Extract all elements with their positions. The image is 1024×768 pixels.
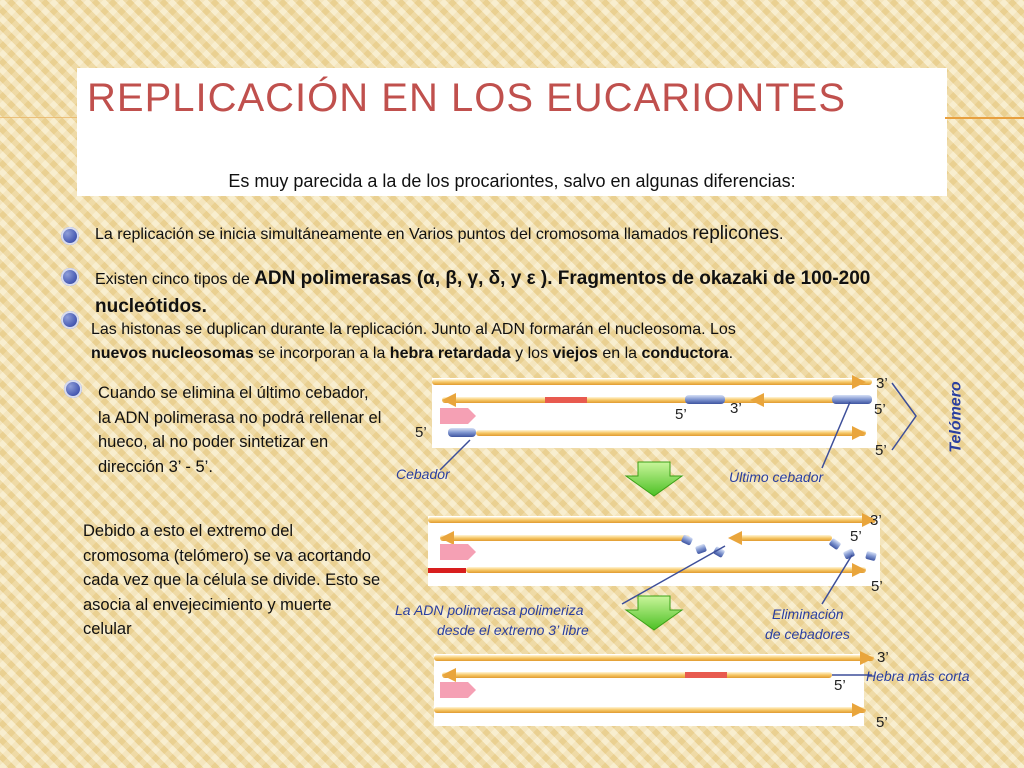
t4: .	[728, 345, 734, 362]
end-label-5: 5’	[834, 677, 846, 694]
end-label-5: 5’	[871, 578, 883, 595]
bullet-keyword: ADN polimerasas (α, β, γ, δ, y ε ). Fragmentos de okazaki de 100-200 nucleótidos.	[95, 268, 871, 317]
t3: en la	[597, 345, 642, 362]
strand-arrowhead	[860, 651, 874, 665]
panel-background	[434, 654, 864, 726]
bullet-text: La replicación se inicia simultáneamente en Varios puntos del cromosoma llamados	[95, 226, 693, 243]
bullet-text: Existen cinco tipos de	[95, 271, 255, 288]
ultimo-cebador-label: Último cebador	[729, 469, 824, 485]
diagram-panel-3	[434, 651, 874, 726]
bullet-icon	[61, 311, 79, 329]
t1: se incorporan a la	[253, 345, 390, 362]
end-label-5: 5’	[876, 714, 888, 731]
bullet-text-polimerasas	[95, 265, 965, 321]
histonas-line-1: Las histonas se duplican durante la replicación. Junto al ADN formarán el nucleosoma. Los	[91, 321, 736, 338]
strand-leading	[434, 707, 866, 713]
bullet-icon	[61, 268, 79, 286]
bullet-icon	[61, 227, 79, 245]
page-title: REPLICACIÓN EN LOS EUCARIONTES	[87, 76, 847, 120]
end-label-5: 5’	[874, 401, 886, 418]
decorative-line	[945, 117, 1024, 119]
page-subtitle: Es muy parecida a la de los procariontes, salvo en algunas diferencias:	[228, 171, 796, 191]
telomero-label: Telómero	[947, 381, 965, 453]
polimerasa-label-2: desde el extremo 3’ libre	[437, 622, 589, 638]
telomero-paragraph: Debido a esto el extremo del cromosoma (telómero) se va acortando cada vez que la célula se divide. Esto se asocia al envejecimiento y muerte celular	[83, 522, 381, 638]
end-label-3: 3’	[730, 400, 742, 417]
bullet-text-ultimo-cebador: Cuando se elimina el último cebador, la ADN polimerasa no podrá rellenar el hueco, al no poder sintetizar en dirección 3’ - 5’.	[98, 384, 382, 476]
histonas-line-2	[91, 342, 991, 366]
end-label-5: 5’	[415, 424, 427, 441]
kw-retardada: hebra retardada	[389, 345, 511, 362]
gap-segment	[428, 568, 466, 573]
bullet-icon	[64, 380, 82, 398]
cebador-label: Cebador	[396, 466, 450, 482]
kw-conductora: conductora	[641, 345, 729, 362]
end-label-3: 3’	[876, 375, 888, 392]
end-label-5: 5’	[850, 528, 862, 545]
bullet-text-replicones	[95, 222, 995, 247]
rna-segment	[545, 397, 587, 403]
panel-background	[428, 516, 880, 586]
diagram-panel-1	[432, 375, 877, 448]
strand-top	[434, 655, 874, 661]
strand-lagging	[440, 535, 690, 541]
end-label-5: 5’	[875, 442, 887, 459]
strand-lagging	[442, 672, 832, 678]
okazaki-fragment	[740, 535, 832, 541]
bullet-text-histonas	[91, 318, 991, 366]
primer	[685, 395, 725, 404]
telomere-diagram	[420, 370, 1020, 750]
bullet-keyword: replicones	[692, 223, 779, 244]
hebra-corta-label: Hebra más corta	[866, 668, 970, 684]
primer	[448, 428, 476, 437]
title-box	[77, 68, 947, 196]
diagram-panel-2	[428, 513, 880, 586]
strand-leading	[476, 430, 866, 436]
okazaki-fragment	[760, 397, 830, 403]
last-primer	[832, 395, 872, 404]
strand-top	[428, 517, 876, 523]
end-label-5: 5’	[675, 406, 687, 423]
telomere-bracket	[892, 383, 916, 450]
step-arrow-down	[626, 462, 682, 496]
panel-background	[432, 378, 877, 448]
strand-leading	[466, 567, 866, 573]
strand-top	[432, 379, 872, 385]
eliminacion-label-1: Eliminación	[772, 606, 844, 622]
kw-nuevos: nuevos nucleosomas	[91, 345, 254, 362]
bullet-text-end: .	[778, 226, 784, 243]
eliminacion-label-2: de cebadores	[765, 626, 850, 642]
end-label-3: 3’	[870, 512, 882, 529]
end-label-3: 3’	[877, 649, 889, 666]
polimerasa-label-1: La ADN polimerasa polimeriza	[395, 602, 584, 618]
decorative-line-left	[0, 117, 77, 118]
step-arrow-down	[626, 596, 682, 630]
t2: y los	[510, 345, 553, 362]
kw-viejos: viejos	[552, 345, 598, 362]
rna-segment	[685, 672, 727, 678]
